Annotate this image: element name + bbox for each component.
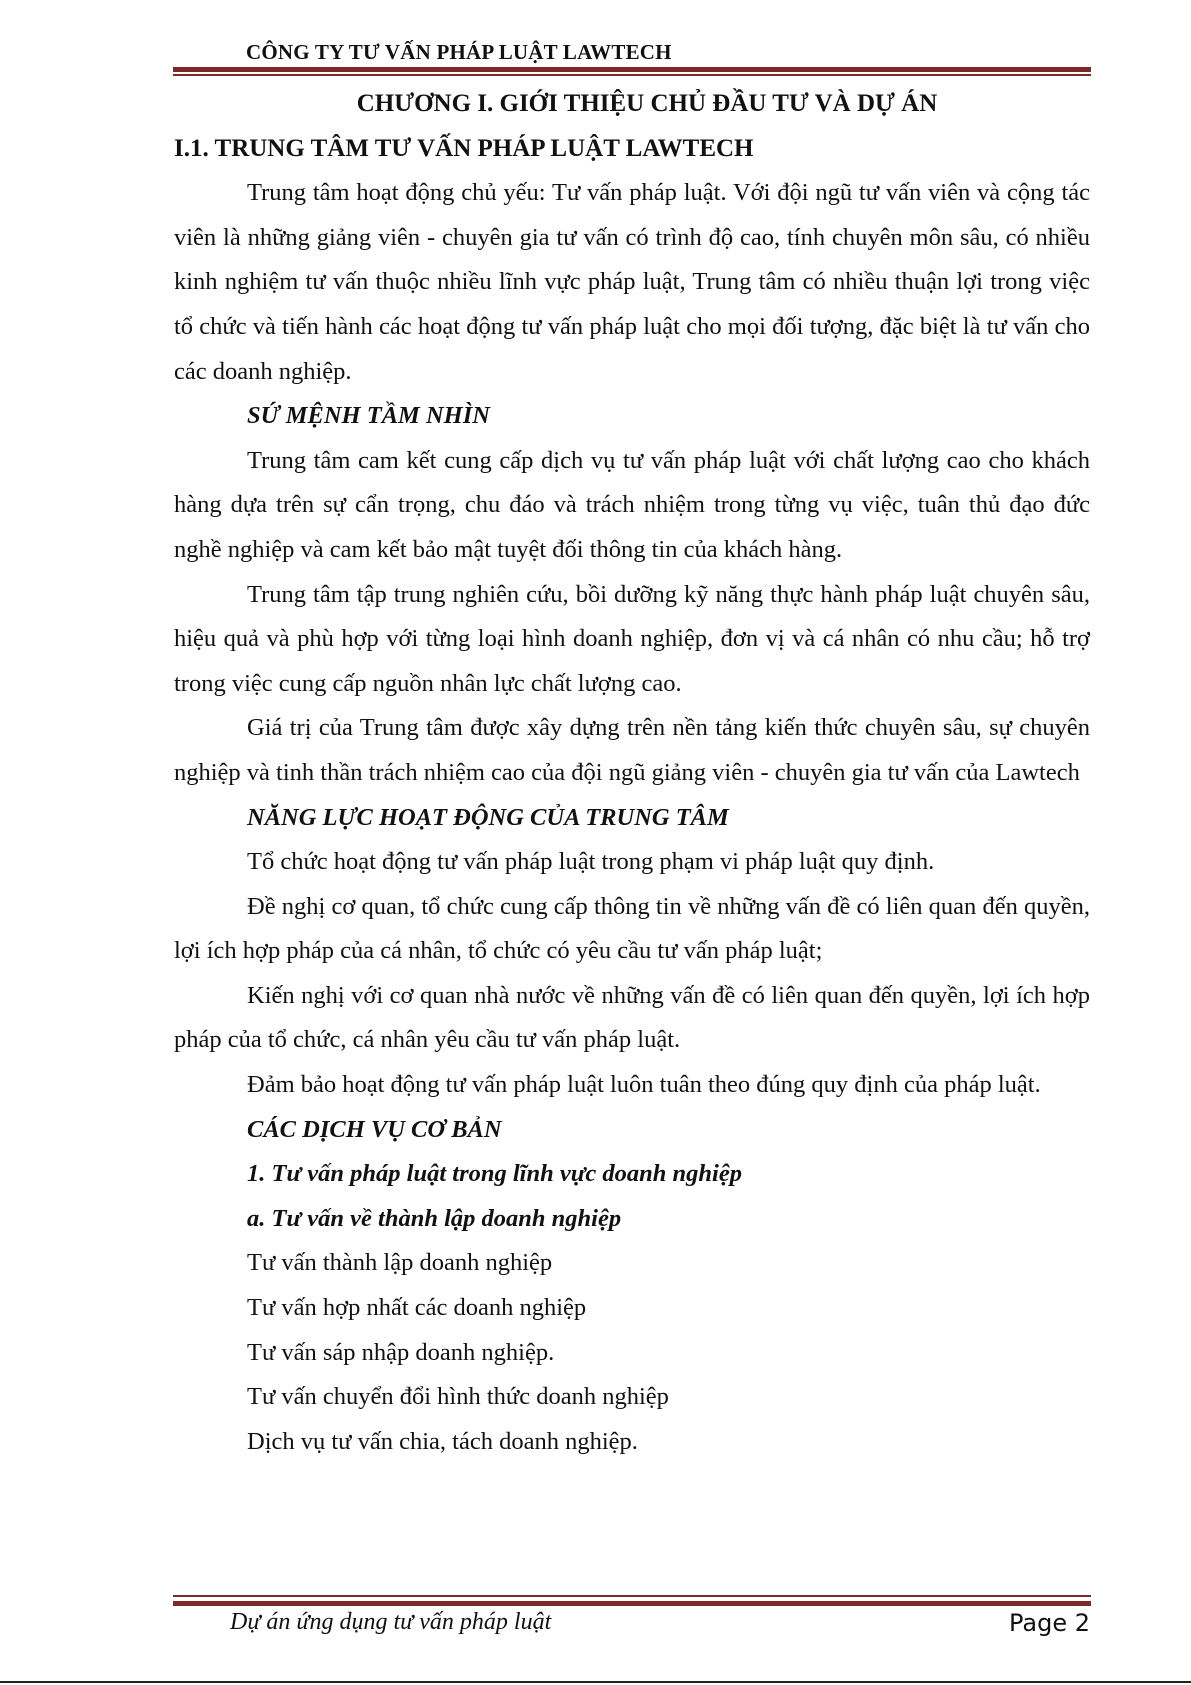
services-subheading: a. Tư vấn về thành lập doanh nghiệp	[247, 1204, 622, 1232]
capacity-paragraph: Tổ chức hoạt động tư vấn pháp luật trong phạm vi pháp luật quy định.	[247, 848, 935, 876]
header-rule-thin	[173, 74, 1091, 76]
footer-page-number: Page 2	[1009, 1609, 1090, 1637]
footer-rule-thin	[173, 1595, 1091, 1597]
page-bottom-edge	[0, 1681, 1191, 1683]
header-rule-thick	[173, 67, 1091, 72]
capacity-paragraph: Kiến nghị với cơ quan nhà nước về những vấn đề có liên quan đến quyền, lợi ích hợp pháp của tổ chức, cá nhân yêu cầu tư vấn pháp luật.	[174, 981, 1090, 1054]
services-heading: CÁC DỊCH VỤ CƠ BẢN	[247, 1115, 502, 1143]
chapter-title: CHƯƠNG I. GIỚI THIỆU CHỦ ĐẦU TƯ VÀ DỰ ÁN	[356, 90, 938, 117]
intro-paragraph: Trung tâm hoạt động chủ yếu: Tư vấn pháp luật. Với đội ngũ tư vấn viên và cộng tác viên là những giảng viên - chuyên gia tư vấn có trình độ cao, tính chuyên môn sâu, có nhiều kinh nghiệm tư vấn thuộc nhiều lĩnh vực pháp luật, Trung tâm có nhiều thuận lợi trong việc tổ chức và tiến hành các hoạt động tư vấn pháp luật cho mọi đối tượng, đặc biệt là tư vấn cho các doanh nghiệp.	[174, 179, 1090, 385]
services-subheading: 1. Tư vấn pháp luật trong lĩnh vực doanh nghiệp	[247, 1160, 742, 1188]
section-title: I.1. TRUNG TÂM TƯ VẤN PHÁP LUẬT LAWTECH	[174, 134, 754, 162]
capacity-paragraph: Đảm bảo hoạt động tư vấn pháp luật luôn tuân theo đúng quy định của pháp luật.	[247, 1071, 1041, 1099]
capacity-paragraph: Đề nghị cơ quan, tổ chức cung cấp thông tin về những vấn đề có liên quan đến quyền, lợi ích hợp pháp của cá nhân, tổ chức có yêu cầu tư vấn pháp luật;	[174, 892, 1090, 965]
footer-rule-thick	[173, 1601, 1091, 1606]
service-item: Tư vấn hợp nhất các doanh nghiệp	[247, 1294, 587, 1322]
capacity-heading: NĂNG LỰC HOẠT ĐỘNG CỦA TRUNG TÂM	[247, 803, 729, 831]
service-item: Tư vấn sáp nhập doanh nghiệp.	[247, 1338, 555, 1366]
mission-paragraph: Trung tâm tập trung nghiên cứu, bồi dưỡng kỹ năng thực hành pháp luật chuyên sâu, hiệu quả và phù hợp với từng loại hình doanh nghiệp, đơn vị và cá nhân có nhu cầu; hỗ trợ trong việc cung cấp nguồn nhân lực chất lượng cao.	[174, 580, 1090, 697]
header-company-name: CÔNG TY TƯ VẤN PHÁP LUẬT LAWTECH	[246, 40, 672, 64]
page-body	[174, 82, 1090, 1464]
service-item: Tư vấn chuyển đổi hình thức doanh nghiệp	[247, 1383, 669, 1411]
footer-document-title: Dự án ứng dụng tư vấn pháp luật	[230, 1609, 552, 1635]
mission-heading: SỨ MỆNH TẦM NHÌN	[247, 402, 490, 430]
service-item: Dịch vụ tư vấn chia, tách doanh nghiệp.	[247, 1427, 638, 1455]
mission-paragraph: Giá trị của Trung tâm được xây dựng trên nền tảng kiến thức chuyên sâu, sự chuyên nghiệp và tinh thần trách nhiệm cao của đội ngũ giảng viên - chuyên gia tư vấn của Lawtech	[174, 714, 1090, 786]
mission-paragraph: Trung tâm cam kết cung cấp dịch vụ tư vấn pháp luật với chất lượng cao cho khách hàng dựa trên sự cẩn trọng, chu đáo và trách nhiệm trong từng vụ việc, tuân thủ đạo đức nghề nghiệp và cam kết bảo mật tuyệt đối thông tin của khách hàng.	[174, 446, 1090, 563]
service-item: Tư vấn thành lập doanh nghiệp	[247, 1249, 553, 1277]
